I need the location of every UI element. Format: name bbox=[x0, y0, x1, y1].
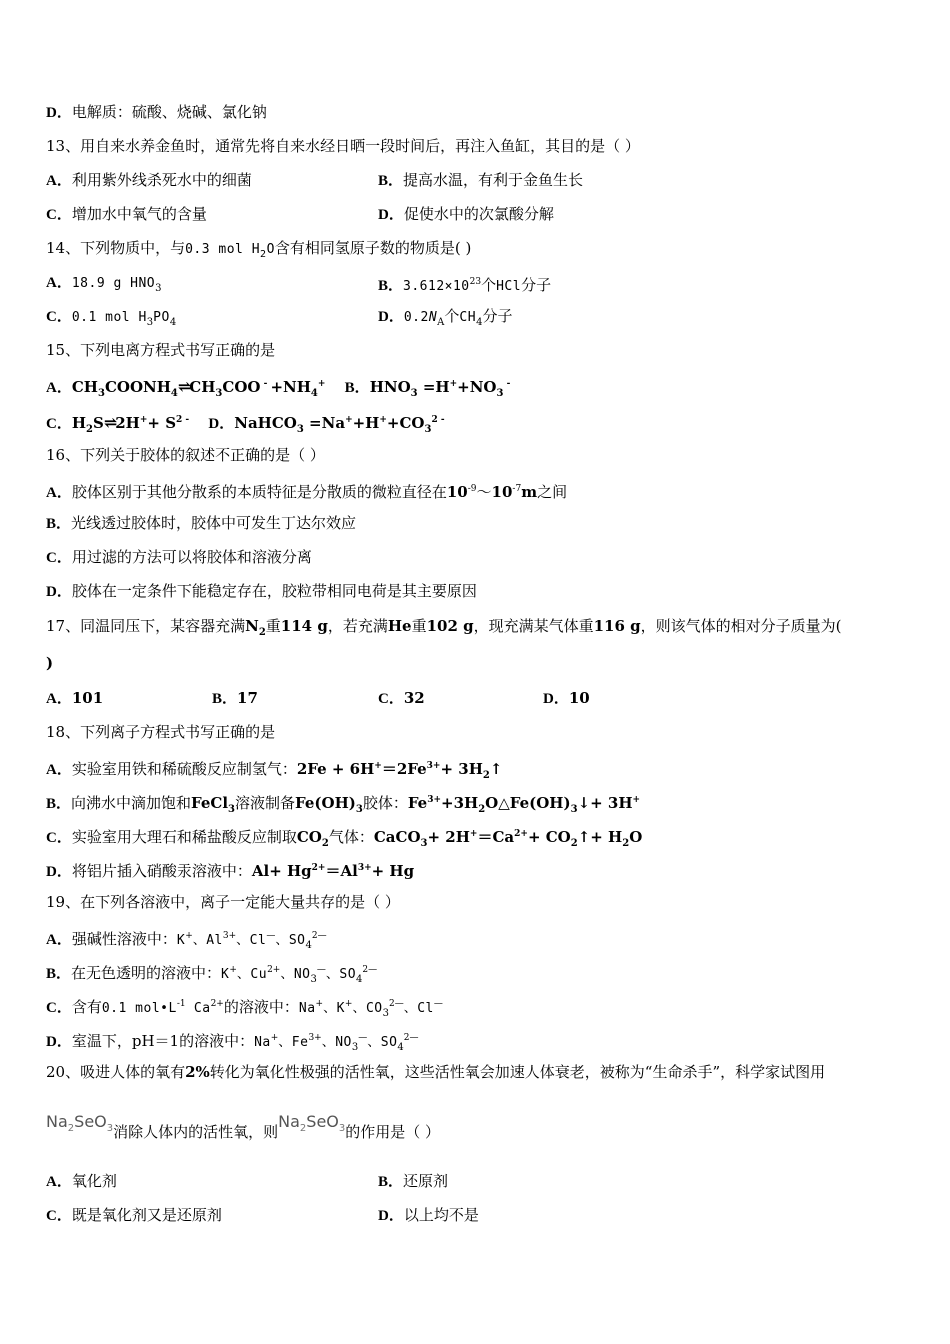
equation: ＝Al bbox=[325, 862, 358, 880]
option-label: B． bbox=[378, 278, 404, 294]
formula-part: PO bbox=[153, 310, 170, 325]
subscript: 2 bbox=[67, 1123, 75, 1135]
equation: ↑ bbox=[489, 760, 503, 778]
unit: m bbox=[521, 483, 538, 501]
mass: 114 g bbox=[280, 617, 328, 635]
mass: 102 g bbox=[426, 617, 474, 635]
equation: +3H bbox=[441, 794, 479, 812]
formula: +NO bbox=[457, 378, 497, 396]
q17-stem bbox=[46, 616, 842, 643]
option-text: 用过滤的方法可以将胶体和溶液分离 bbox=[71, 548, 312, 566]
equation: O△Fe(OH) bbox=[485, 794, 571, 812]
superscript: + bbox=[379, 415, 387, 425]
mass: 116 g bbox=[593, 617, 641, 635]
option-text: 将铝片插入硝酸汞溶液中： bbox=[71, 862, 252, 880]
option-text: 光线透过胶体时，胶体中可发生丁达尔效应 bbox=[71, 514, 357, 532]
paren: ) bbox=[46, 654, 54, 672]
avogadro-symbol: N bbox=[428, 310, 438, 325]
superscript: + bbox=[317, 379, 326, 389]
option-text: 在无色透明的溶液中： bbox=[71, 964, 222, 982]
q15-line-ab bbox=[46, 374, 510, 404]
subscript: 2 bbox=[482, 770, 490, 781]
superscript: -7 bbox=[512, 484, 522, 494]
superscript: 2 - bbox=[431, 415, 445, 425]
q17-option-a bbox=[46, 688, 103, 709]
option-text: 促使水中的次氯酸分解 bbox=[403, 205, 554, 223]
q17-option-d bbox=[543, 688, 590, 709]
option-text: 含有 bbox=[71, 998, 102, 1016]
ion: 、K bbox=[323, 1001, 345, 1016]
subscript: 3 bbox=[351, 1042, 359, 1053]
superscript: + bbox=[344, 999, 353, 1009]
q19-option-d bbox=[46, 1028, 419, 1058]
option-text: 的溶液中： bbox=[223, 998, 299, 1016]
q12-option-d bbox=[46, 102, 267, 123]
subscript: 3 bbox=[570, 804, 578, 815]
q20-option-b bbox=[378, 1171, 448, 1192]
q17-option-b bbox=[212, 688, 258, 709]
option-label: A． bbox=[46, 932, 72, 948]
number: 10 bbox=[446, 483, 468, 501]
formula: COONH bbox=[104, 378, 171, 396]
subscript: 2 bbox=[570, 838, 578, 849]
question-text: 19、在下列各溶液中，离子一定能大量共存的是（ ） bbox=[46, 893, 400, 911]
q19-option-a bbox=[46, 926, 327, 956]
superscript: 2— bbox=[362, 965, 378, 975]
superscript: — bbox=[433, 999, 443, 1009]
question-text: 14、下列物质中，与 bbox=[46, 239, 186, 257]
superscript: + bbox=[469, 829, 478, 839]
option-label: B． bbox=[46, 796, 72, 812]
subscript: 3 bbox=[215, 388, 223, 399]
q15-stem bbox=[46, 340, 275, 360]
superscript: — bbox=[266, 931, 276, 941]
option-text: 溶液制备 bbox=[235, 794, 296, 812]
ion: 、Cl bbox=[236, 933, 267, 948]
superscript: 2 - bbox=[176, 415, 190, 425]
option-label: B． bbox=[344, 380, 370, 396]
option-text: 18.9 g HNO bbox=[71, 276, 156, 291]
q19-option-c bbox=[46, 994, 443, 1024]
q13-option-d bbox=[378, 204, 554, 225]
formula: =H bbox=[417, 378, 450, 396]
subscript: 4 bbox=[310, 388, 318, 399]
option-text: 之间 bbox=[537, 483, 568, 501]
q13-option-c bbox=[46, 204, 207, 225]
question-text: 13、用自来水养金鱼时，通常先将自来水经日晒一段时间后，再注入鱼缸，其目的是（ ） bbox=[46, 137, 640, 155]
q16-option-a bbox=[46, 479, 567, 503]
subscript: 3 bbox=[410, 388, 418, 399]
option-label: C． bbox=[46, 309, 72, 325]
subscript: 3 bbox=[355, 804, 363, 815]
q16-stem bbox=[46, 445, 325, 465]
option-text: 强碱性溶液中： bbox=[71, 930, 177, 948]
option-label: C． bbox=[378, 691, 404, 707]
formula: +NH bbox=[270, 378, 311, 396]
q14-option-d bbox=[378, 306, 512, 333]
option-text: 电解质：硫酸、烧碱、氯化钠 bbox=[71, 103, 267, 121]
subscript: 3 bbox=[155, 283, 162, 294]
option-label: B． bbox=[212, 691, 238, 707]
formula: CH bbox=[459, 310, 477, 325]
option-text: 还原剂 bbox=[403, 1172, 449, 1190]
option-label: C． bbox=[46, 207, 72, 223]
subscript: 4 bbox=[476, 317, 483, 328]
formula: +CO bbox=[386, 414, 425, 432]
option-label: B． bbox=[378, 173, 404, 189]
question-text: 含有相同氢原子数的物质是( ) bbox=[274, 239, 472, 257]
superscript: + bbox=[270, 1033, 279, 1043]
subscript: 4 bbox=[170, 388, 178, 399]
superscript: - bbox=[260, 379, 271, 389]
superscript: 2+ bbox=[514, 829, 528, 839]
option-text: 分子 bbox=[482, 307, 513, 325]
formula-part: SeO bbox=[306, 1112, 339, 1131]
q17-stem-close bbox=[46, 653, 53, 673]
option-label: D． bbox=[46, 1034, 72, 1050]
equilibrium-arrow: ⇌ bbox=[103, 413, 116, 432]
superscript: + bbox=[632, 795, 641, 805]
q20-stem-line1 bbox=[46, 1062, 825, 1082]
superscript: 2— bbox=[403, 1033, 419, 1043]
option-text: 向沸水中滴加饱和 bbox=[71, 794, 192, 812]
ion: 、CO bbox=[352, 1001, 383, 1016]
q18-option-b bbox=[46, 790, 640, 820]
formula-part: O bbox=[266, 242, 275, 257]
q14-stem bbox=[46, 238, 471, 265]
superscript: + bbox=[139, 415, 148, 425]
formula: NaHCO bbox=[234, 414, 297, 432]
option-label: C． bbox=[46, 1000, 72, 1016]
subscript: 3 bbox=[382, 1008, 389, 1019]
equation: O bbox=[629, 828, 643, 846]
equation: ＝2Fe bbox=[381, 760, 427, 778]
superscript: 2+ bbox=[267, 965, 281, 975]
formula: He bbox=[387, 617, 412, 635]
superscript: -1 bbox=[176, 999, 186, 1009]
question-text: 17、同温同压下，某容器充满 bbox=[46, 617, 246, 635]
formula: N bbox=[245, 617, 259, 635]
equation: + Hg bbox=[371, 862, 415, 880]
subscript: 4 bbox=[169, 317, 177, 328]
option-label: A． bbox=[46, 173, 72, 189]
option-text: 以上均不是 bbox=[403, 1206, 479, 1224]
option-label: B． bbox=[46, 516, 72, 532]
superscript: + bbox=[229, 965, 237, 975]
formula: CH bbox=[189, 378, 216, 396]
option-text: 增加水中氧气的含量 bbox=[71, 205, 207, 223]
option-text: 32 bbox=[403, 689, 425, 707]
equation: ↑+ H bbox=[577, 828, 623, 846]
q17-option-c bbox=[378, 688, 425, 709]
superscript: 2+ bbox=[311, 863, 326, 873]
question-text: ，则该气体的相对分子质量为( bbox=[640, 617, 842, 635]
subscript: 4 bbox=[397, 1042, 404, 1053]
superscript: + bbox=[345, 415, 353, 425]
subscript: 3 bbox=[338, 1123, 346, 1135]
option-text: 个 bbox=[444, 307, 460, 325]
superscript: + bbox=[449, 379, 458, 389]
equation: ↓+ 3H bbox=[577, 794, 633, 812]
superscript: 2+ bbox=[210, 999, 224, 1009]
superscript: -9 bbox=[467, 484, 477, 494]
ion: 、Al bbox=[192, 933, 223, 948]
option-label: C． bbox=[46, 830, 72, 846]
superscript: + bbox=[185, 931, 193, 941]
ion: Na bbox=[254, 1035, 271, 1050]
subscript: 3 bbox=[146, 317, 154, 328]
question-text: 16、下列关于胶体的叙述不正确的是（ ） bbox=[46, 446, 325, 464]
option-label: C． bbox=[46, 1208, 72, 1224]
option-text: 提高水温，有利于金鱼生长 bbox=[403, 171, 584, 189]
superscript: — bbox=[316, 965, 326, 975]
question-text: 重 bbox=[265, 617, 281, 635]
question-text: 20、吸进人体的氧有 bbox=[46, 1063, 186, 1081]
percentage: 2% bbox=[185, 1063, 210, 1081]
formula: HCl bbox=[496, 279, 522, 294]
option-label: D． bbox=[208, 416, 235, 432]
superscript: - bbox=[503, 379, 511, 389]
option-label: A． bbox=[46, 1174, 72, 1190]
ion: K bbox=[176, 933, 186, 948]
subscript: 4 bbox=[356, 974, 363, 985]
option-label: B． bbox=[378, 1174, 404, 1190]
q14-option-c bbox=[46, 306, 176, 333]
ion: 、Fe bbox=[278, 1035, 309, 1050]
subscript: 3 bbox=[228, 804, 236, 815]
q18-option-d bbox=[46, 858, 414, 882]
question-text: 15、下列电离方程式书写正确的是 bbox=[46, 341, 276, 359]
q13-option-b bbox=[378, 170, 583, 191]
formula-image-na2seo3 bbox=[278, 1108, 345, 1143]
number: 10 bbox=[491, 483, 513, 501]
ion: 、Cl bbox=[403, 1001, 434, 1016]
ion: 、Cu bbox=[236, 967, 268, 982]
option-label: A． bbox=[46, 380, 72, 396]
option-text: 0.2 bbox=[403, 310, 429, 325]
question-text: 的作用是（ ） bbox=[345, 1123, 441, 1141]
formula: + S bbox=[147, 414, 177, 432]
formula: H bbox=[71, 414, 87, 432]
question-text: 转化为氧化性极强的活性氧，这些活性氧会加速人体衰老，被称为“生命杀手”，科学家试图用 bbox=[209, 1063, 826, 1081]
option-text: 气体： bbox=[328, 828, 374, 846]
question-text: ，现充满某气体重 bbox=[473, 617, 594, 635]
option-text: 既是氧化剂又是还原剂 bbox=[71, 1206, 222, 1224]
option-text: 0.1 mol H bbox=[71, 310, 147, 325]
subscript: 3 bbox=[106, 1123, 114, 1135]
subscript: 3 bbox=[97, 388, 105, 399]
option-label: D． bbox=[378, 1208, 404, 1224]
option-label: A． bbox=[46, 485, 72, 501]
q18-option-a bbox=[46, 756, 502, 786]
ion: K bbox=[221, 967, 230, 982]
equilibrium-arrow: ⇌ bbox=[177, 377, 190, 396]
formula: S bbox=[93, 414, 104, 432]
q19-stem bbox=[46, 892, 400, 912]
option-label: A． bbox=[46, 762, 72, 778]
amount: 0.3 mol H bbox=[185, 242, 261, 257]
question-text: 18、下列离子方程式书写正确的是 bbox=[46, 723, 276, 741]
formula: COO bbox=[222, 378, 261, 396]
q19-option-b bbox=[46, 960, 377, 990]
formula-part: Na bbox=[46, 1112, 68, 1131]
option-text: 3.612×10 bbox=[403, 279, 470, 294]
equation: + 2H bbox=[427, 828, 470, 846]
option-label: A． bbox=[46, 691, 72, 707]
option-label: C． bbox=[46, 550, 72, 566]
q16-option-c bbox=[46, 547, 312, 568]
q20-option-d bbox=[378, 1205, 479, 1226]
option-text: 胶体区别于其他分散系的本质特征是分散质的微粒直径在 bbox=[71, 483, 447, 501]
ion: 、SO bbox=[367, 1035, 398, 1050]
superscript: + bbox=[374, 761, 382, 771]
option-label: C． bbox=[46, 416, 72, 432]
subscript: 4 bbox=[305, 940, 312, 951]
option-text: 利用紫外线杀死水中的细菌 bbox=[71, 171, 252, 189]
subscript: 2 bbox=[622, 838, 630, 849]
formula: CO bbox=[296, 828, 322, 846]
superscript: 3+ bbox=[357, 863, 372, 873]
equation: 2Fe + 6H bbox=[296, 760, 375, 778]
subscript: 3 bbox=[420, 838, 428, 849]
superscript: 2— bbox=[388, 999, 404, 1009]
q16-option-b bbox=[46, 513, 356, 534]
q16-option-d bbox=[46, 581, 477, 602]
formula: FeCl bbox=[191, 794, 229, 812]
option-text: 个 bbox=[481, 276, 497, 294]
q14-option-b bbox=[378, 272, 551, 297]
option-label: D． bbox=[378, 309, 404, 325]
equation: + CO bbox=[527, 828, 571, 846]
q20-option-a bbox=[46, 1171, 117, 1192]
equation: ＝Ca bbox=[477, 828, 515, 846]
option-label: D． bbox=[46, 105, 72, 121]
subscript: 2 bbox=[258, 627, 266, 638]
ion: 、NO bbox=[321, 1035, 352, 1050]
concentration: 0.1 mol•L bbox=[101, 1001, 177, 1016]
option-text: 胶体： bbox=[362, 794, 408, 812]
subscript: 3 bbox=[310, 974, 317, 985]
question-text: 重 bbox=[411, 617, 427, 635]
formula: 2H bbox=[115, 414, 140, 432]
superscript: 23 bbox=[469, 277, 482, 287]
ion: Na bbox=[298, 1001, 316, 1016]
option-label: B． bbox=[46, 966, 72, 982]
ion: Ca bbox=[185, 1001, 211, 1016]
option-text: 10 bbox=[568, 689, 590, 707]
option-text: 氧化剂 bbox=[71, 1172, 117, 1190]
equation: Al+ Hg bbox=[251, 862, 312, 880]
q20-option-c bbox=[46, 1205, 222, 1226]
option-text: 胶体在一定条件下能稳定存在，胶粒带相同电荷是其主要原因 bbox=[71, 582, 477, 600]
subscript: 3 bbox=[296, 424, 304, 435]
option-text: 17 bbox=[237, 689, 258, 707]
formula-image-na2seo3 bbox=[46, 1108, 113, 1143]
superscript: 3+ bbox=[222, 931, 237, 941]
option-text: 101 bbox=[71, 689, 104, 707]
subscript: A bbox=[437, 317, 445, 328]
subscript: 2 bbox=[478, 804, 486, 815]
formula: Fe(OH) bbox=[295, 794, 356, 812]
superscript: 3+ bbox=[426, 761, 441, 771]
ion: 、NO bbox=[280, 967, 311, 982]
q18-stem bbox=[46, 722, 275, 742]
formula-part: Na bbox=[278, 1112, 300, 1131]
equation: + 3H bbox=[440, 760, 483, 778]
superscript: 3+ bbox=[308, 1033, 322, 1043]
q13-stem bbox=[46, 136, 640, 156]
option-label: A． bbox=[46, 275, 72, 291]
option-label: D． bbox=[46, 864, 72, 880]
q20-stem-line2 bbox=[46, 1112, 441, 1153]
formula: CH bbox=[71, 378, 98, 396]
equation: Fe bbox=[407, 794, 428, 812]
subscript: 2 bbox=[299, 1123, 307, 1135]
q14-option-a bbox=[46, 272, 162, 299]
superscript: 2— bbox=[311, 931, 327, 941]
subscript: 2 bbox=[86, 424, 93, 435]
question-text: 消除人体内的活性氧，则 bbox=[113, 1123, 279, 1141]
superscript: + bbox=[315, 999, 324, 1009]
superscript: — bbox=[358, 1033, 368, 1043]
subscript: 2 bbox=[260, 249, 267, 260]
option-label: D． bbox=[543, 691, 569, 707]
option-text: 实验室用铁和稀硫酸反应制氢气： bbox=[71, 760, 297, 778]
ion: 、SO bbox=[325, 967, 357, 982]
q13-option-a bbox=[46, 170, 252, 191]
q15-line-cd bbox=[46, 410, 445, 440]
question-text: ，若充满 bbox=[327, 617, 388, 635]
formula: =Na bbox=[303, 414, 346, 432]
option-text: 分子 bbox=[521, 276, 552, 294]
option-label: D． bbox=[46, 584, 72, 600]
option-text: 室温下，pH＝1的溶液中： bbox=[71, 1032, 255, 1050]
formula: +H bbox=[352, 414, 380, 432]
tilde: ～ bbox=[476, 483, 492, 501]
option-label: D． bbox=[378, 207, 404, 223]
ion: 、SO bbox=[275, 933, 306, 948]
equation: CaCO bbox=[373, 828, 421, 846]
superscript: 3+ bbox=[427, 795, 442, 805]
option-text: 实验室用大理石和稀盐酸反应制取 bbox=[71, 828, 297, 846]
subscript: 2 bbox=[321, 838, 329, 849]
formula: HNO bbox=[369, 378, 411, 396]
subscript: 3 bbox=[424, 424, 432, 435]
q18-option-c bbox=[46, 824, 642, 854]
subscript: 3 bbox=[496, 388, 504, 399]
formula-part: SeO bbox=[74, 1112, 107, 1131]
